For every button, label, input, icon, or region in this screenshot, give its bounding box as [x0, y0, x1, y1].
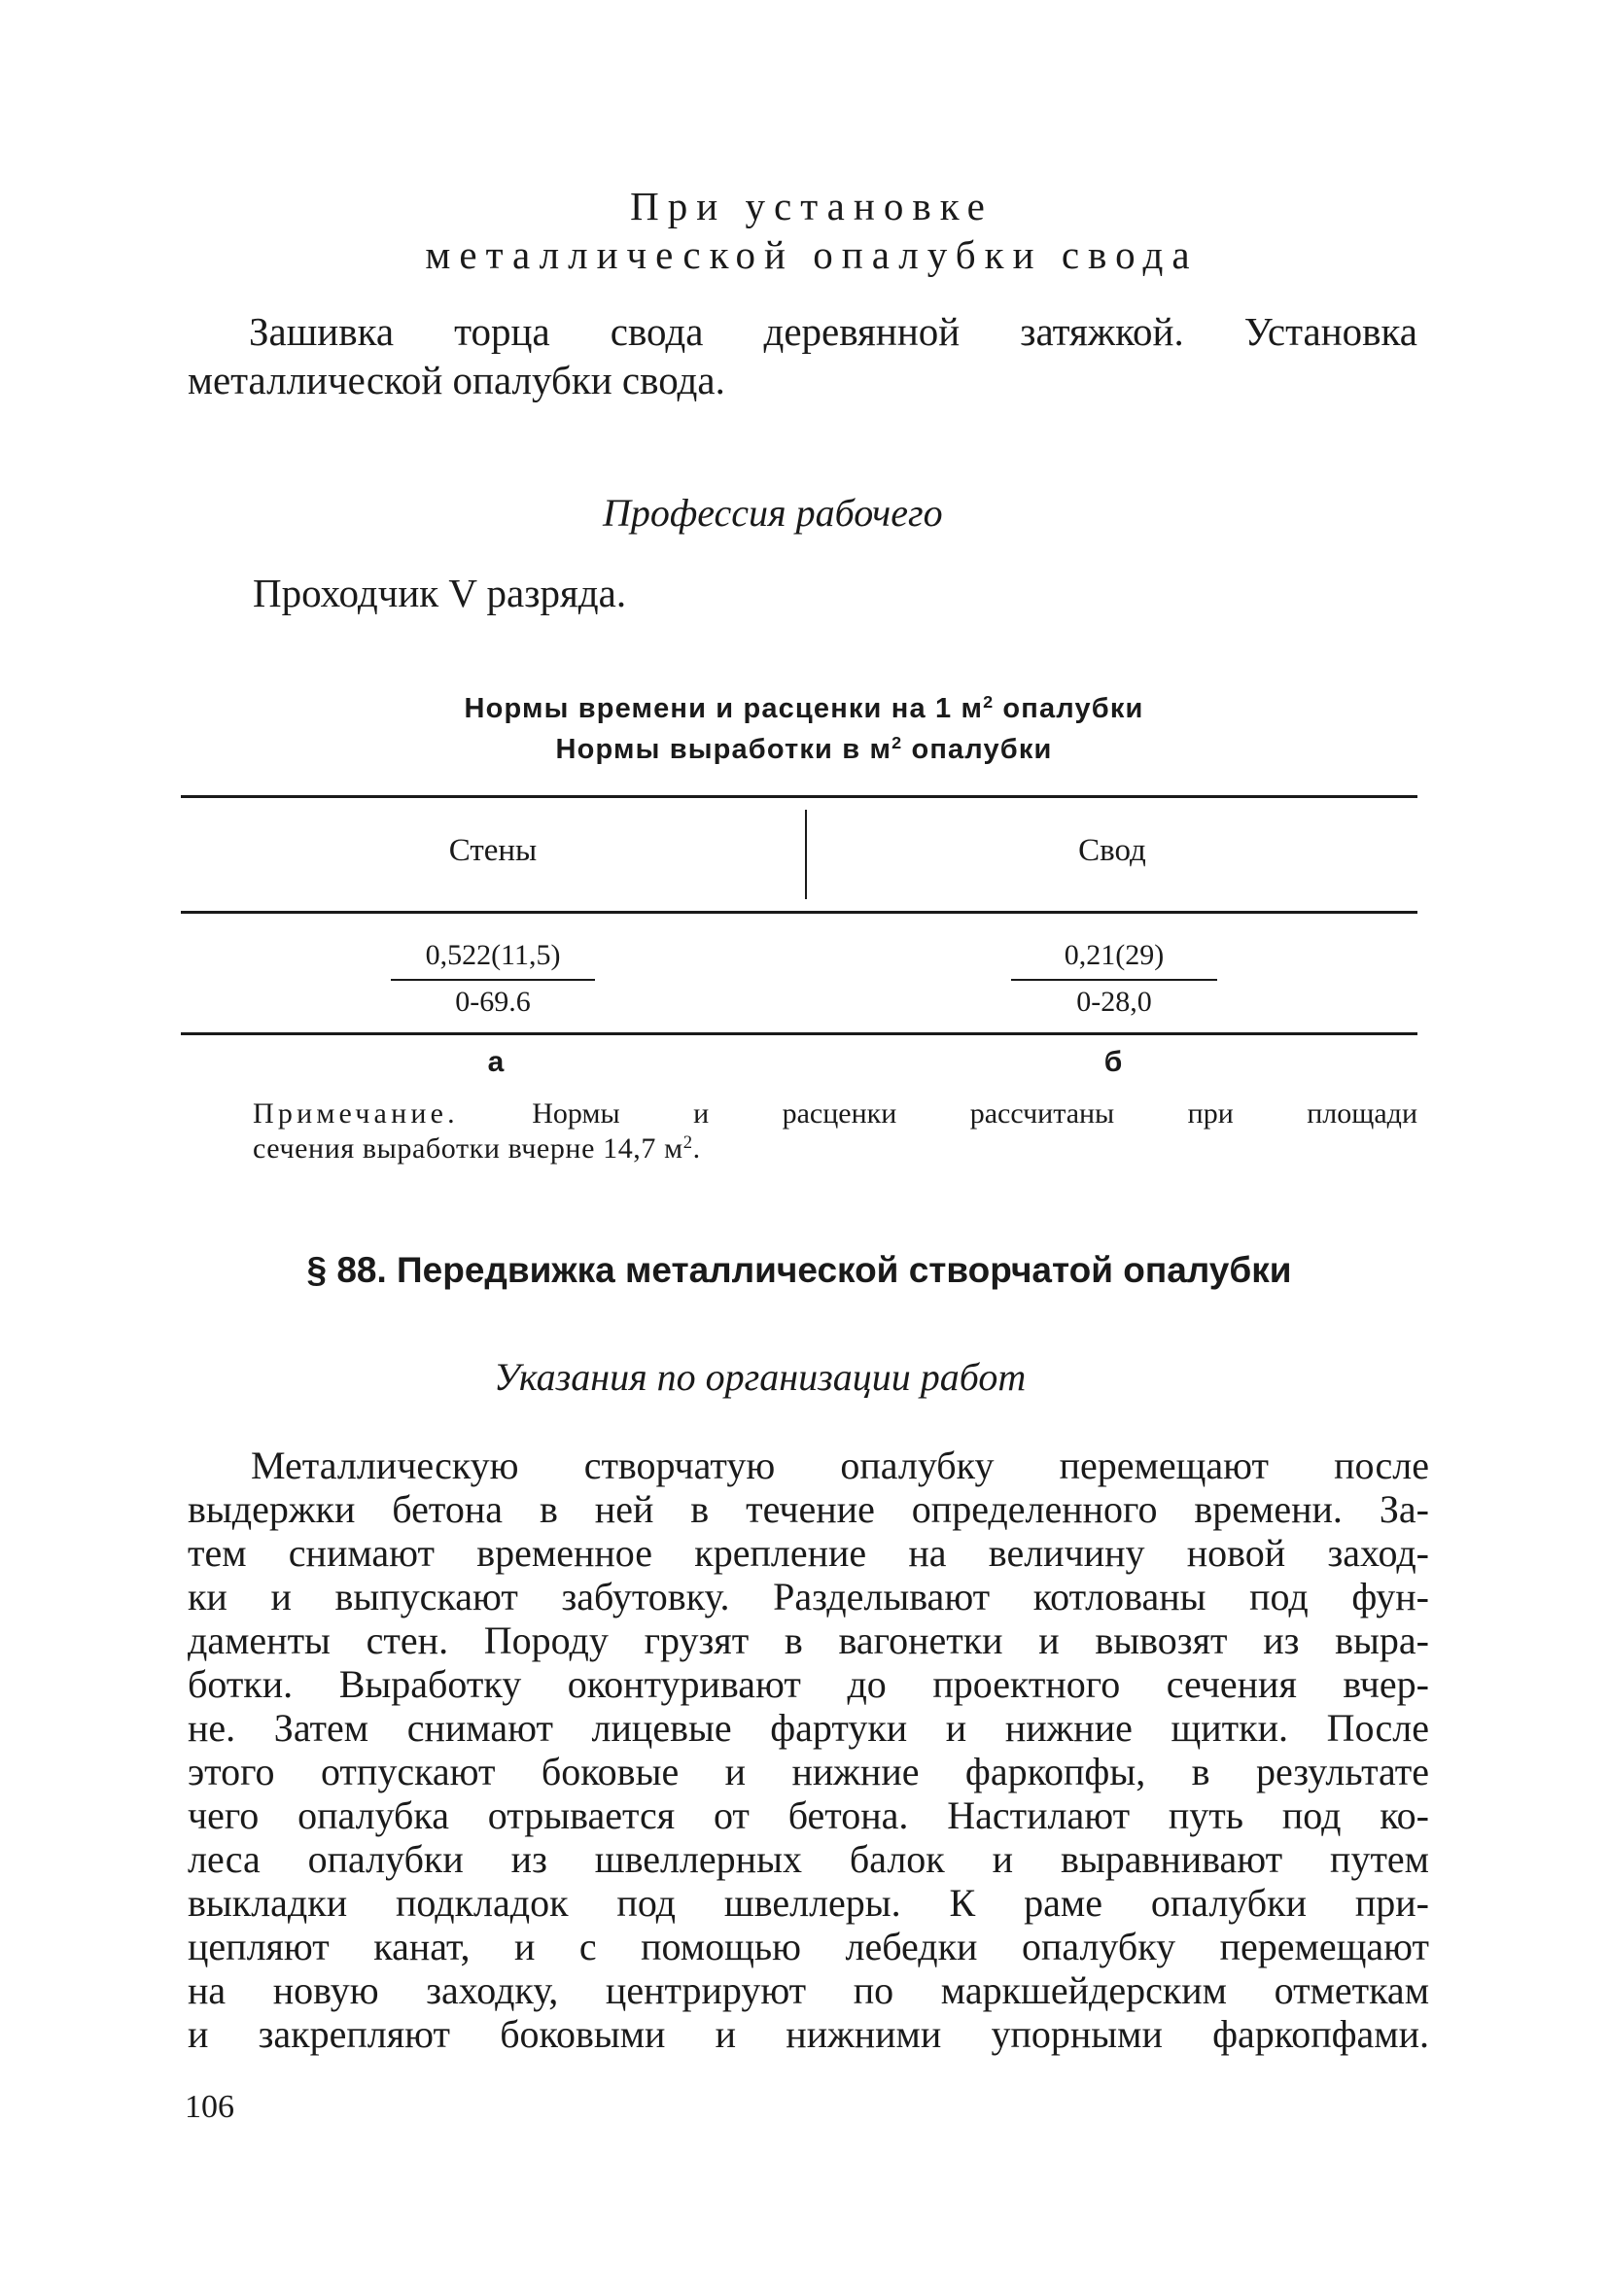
body-line-10: леса опалубки из швеллерных балок и выравнивают путем — [188, 1837, 1429, 1881]
vault-norm-value: 0,21(29) — [1064, 939, 1165, 971]
body-line-14: и закрепляют боковыми и нижними упорными фаркопфами. — [188, 2012, 1429, 2056]
vault-price-value: 0-28,0 — [1076, 986, 1152, 1018]
column-letter-b: б — [1103, 1046, 1123, 1078]
body-line-9: чего опалубка отрывается от бетона. Настилают путь под ко- — [188, 1793, 1429, 1837]
subheading-line-2: металлической опалубки свода — [425, 232, 1199, 277]
body-line-8: этого отпускают боковые и нижние фаркопфы, в результате — [188, 1750, 1429, 1793]
subheading-line-1: При установке — [630, 184, 994, 228]
body-line-6: ботки. Выработку оконтуривают до проектного сечения вчер- — [188, 1662, 1429, 1706]
table-header-vault: Свод — [1078, 833, 1146, 868]
table-header-walls: Стены — [448, 833, 538, 868]
profession-heading: Профессия рабочего — [603, 491, 943, 535]
body-line-11: выкладки подкладок под швеллеры. К раме опалубки при- — [188, 1881, 1429, 1925]
table-top-rule — [181, 795, 1417, 798]
note-line-1: Примечание. Нормы и расценки рассчитаны при площади — [253, 1097, 1417, 1130]
walls-fraction-bar — [391, 979, 595, 981]
table-caption-line-1: Нормы времени и расценки на 1 $м^2$ опалубки — [464, 692, 1144, 724]
vault-fraction-bar — [1011, 979, 1217, 981]
profession-text: Проходчик V разряда. — [253, 571, 627, 615]
intro-line-2: металлической опалубки свода. — [188, 358, 725, 402]
table-header-rule — [181, 911, 1417, 914]
table-bottom-rule — [181, 1032, 1417, 1035]
walls-norm-value: 0,522(11,5) — [425, 939, 561, 971]
body-line-4: ки и выпускают забутовку. Разделывают котлованы под фун- — [188, 1575, 1429, 1618]
walls-price-value: 0-69.6 — [455, 986, 531, 1018]
body-line-5: даменты стен. Породу грузят в вагонетки и вывозят из выра- — [188, 1618, 1429, 1662]
body-line-7: не. Затем снимают лицевые фартуки и нижние щитки. После — [188, 1706, 1429, 1750]
body-line-1: Металлическую створчатую опалубку перемещают после — [251, 1444, 1429, 1487]
instructions-heading: Указания по организации работ — [494, 1355, 1027, 1399]
section-heading: § 88. Передвижка металлической створчатой опалубки — [306, 1250, 1292, 1290]
column-letter-a: а — [487, 1046, 505, 1078]
intro-line-1: Зашивка торца свода деревянной затяжкой. Установка — [249, 309, 1417, 354]
page-number: 106 — [185, 2089, 234, 2125]
body-line-13: на новую заходку, центрируют по маркшейдерским отметкам — [188, 1968, 1429, 2012]
body-line-12: цепляют канат, и с помощью лебедки опалубку перемещают — [188, 1925, 1429, 1968]
body-line-2: выдержки бетона в ней в течение определенного времени. За- — [188, 1487, 1429, 1531]
note-line-2: сечения выработки вчерне 14,7 $м^2$. — [253, 1131, 701, 1165]
table-caption-line-2: Нормы выработки в $м^2$ опалубки — [555, 733, 1053, 765]
body-line-3: тем снимают временное крепление на величину новой заход- — [188, 1531, 1429, 1575]
